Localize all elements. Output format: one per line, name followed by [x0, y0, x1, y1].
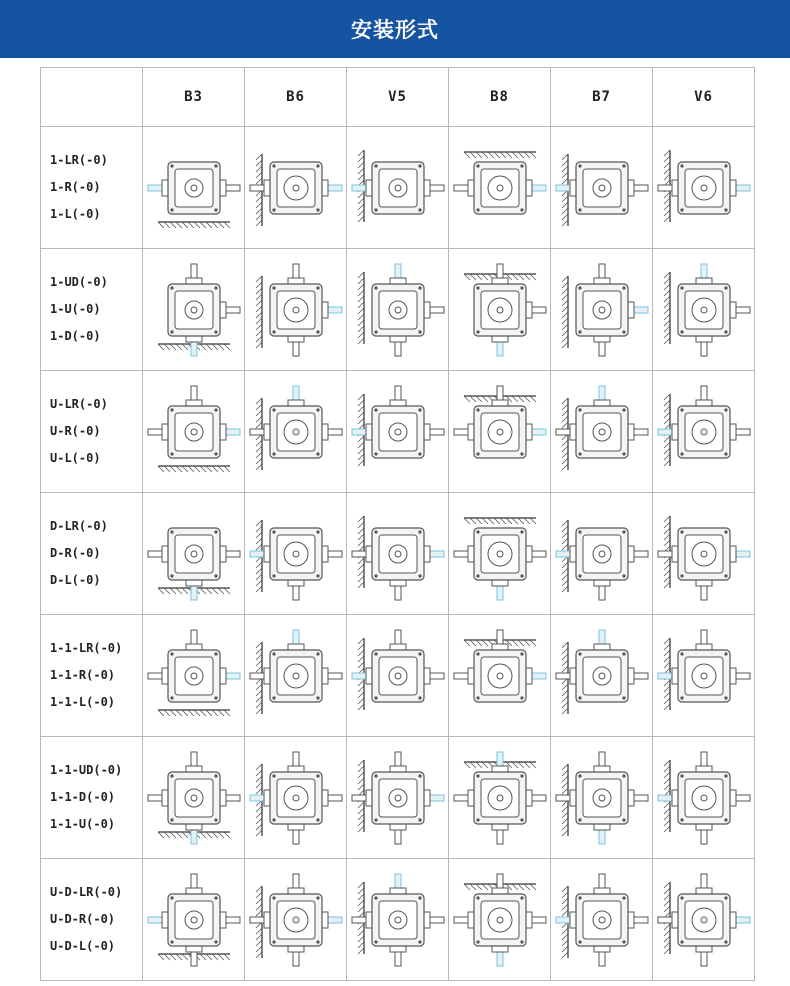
gearbox-drawing — [552, 496, 652, 612]
gearbox-drawing — [654, 496, 754, 612]
gearbox-drawing-cell — [245, 615, 347, 737]
gearbox-drawing-cell — [449, 493, 551, 615]
mounting-code: 1-L(-0) — [50, 207, 101, 221]
mounting-position-table — [40, 67, 755, 981]
mounting-code: U-D-L(-0) — [50, 939, 116, 953]
mounting-code: 1-U(-0) — [50, 302, 101, 316]
gearbox-drawing-cell — [551, 737, 653, 859]
mounting-code: D-LR(-0) — [50, 519, 108, 533]
gearbox-drawing-cell — [551, 615, 653, 737]
gearbox-drawing-cell — [653, 127, 755, 249]
mounting-code-cell — [41, 859, 143, 981]
gearbox-drawing-cell — [143, 493, 245, 615]
mounting-code-cell — [41, 493, 143, 615]
table-row — [41, 615, 755, 737]
mounting-code: 1-1-D(-0) — [50, 790, 116, 804]
gearbox-drawing — [348, 740, 448, 856]
gearbox-drawing-cell — [245, 371, 347, 493]
mounting-code: 1-UD(-0) — [50, 275, 108, 289]
table-row — [41, 737, 755, 859]
column-header-b6: B6 — [245, 68, 347, 127]
gearbox-drawing — [246, 740, 346, 856]
gearbox-drawing-cell — [551, 859, 653, 981]
gearbox-drawing-cell — [449, 615, 551, 737]
page-title: 安装形式 — [351, 18, 439, 42]
gearbox-drawing — [144, 252, 244, 368]
table-row — [41, 249, 755, 371]
gearbox-drawing — [144, 496, 244, 612]
gearbox-drawing — [144, 740, 244, 856]
mounting-code: 1-1-L(-0) — [50, 695, 116, 709]
gearbox-drawing-cell — [653, 493, 755, 615]
gearbox-drawing-cell — [551, 127, 653, 249]
gearbox-drawing-cell — [551, 493, 653, 615]
gearbox-drawing — [552, 374, 652, 490]
mounting-code: 1-1-R(-0) — [50, 668, 116, 682]
gearbox-drawing-cell — [449, 249, 551, 371]
gearbox-drawing-cell — [143, 615, 245, 737]
mounting-code: D-R(-0) — [50, 546, 101, 560]
gearbox-drawing — [552, 252, 652, 368]
gearbox-drawing-cell — [347, 859, 449, 981]
mounting-code-cell — [41, 371, 143, 493]
gearbox-drawing-cell — [653, 615, 755, 737]
gearbox-drawing-cell — [245, 493, 347, 615]
gearbox-drawing — [450, 862, 550, 978]
gearbox-drawing-cell — [143, 859, 245, 981]
gearbox-drawing-cell — [143, 737, 245, 859]
gearbox-drawing — [654, 618, 754, 734]
gearbox-drawing — [654, 130, 754, 246]
gearbox-drawing-cell — [245, 127, 347, 249]
gearbox-drawing — [246, 496, 346, 612]
mounting-code-cell — [41, 737, 143, 859]
gearbox-drawing — [552, 862, 652, 978]
gearbox-drawing — [450, 618, 550, 734]
gearbox-drawing — [348, 496, 448, 612]
column-header-v5: V5 — [347, 68, 449, 127]
gearbox-drawing-cell — [143, 371, 245, 493]
gearbox-drawing — [246, 374, 346, 490]
corner-cell — [41, 68, 143, 127]
gearbox-drawing-cell — [551, 249, 653, 371]
gearbox-drawing — [450, 496, 550, 612]
mounting-code: 1-1-U(-0) — [50, 817, 116, 831]
gearbox-drawing — [450, 374, 550, 490]
gearbox-drawing — [450, 740, 550, 856]
gearbox-drawing — [246, 130, 346, 246]
gearbox-drawing-cell — [143, 249, 245, 371]
gearbox-drawing — [348, 374, 448, 490]
gearbox-drawing-cell — [449, 859, 551, 981]
gearbox-drawing — [144, 862, 244, 978]
column-header-v6: V6 — [653, 68, 755, 127]
gearbox-drawing — [246, 862, 346, 978]
gearbox-drawing-cell — [449, 737, 551, 859]
gearbox-drawing-cell — [653, 737, 755, 859]
gearbox-drawing-cell — [143, 127, 245, 249]
gearbox-drawing — [654, 252, 754, 368]
gearbox-drawing — [450, 130, 550, 246]
gearbox-drawing-cell — [245, 249, 347, 371]
mounting-code: U-LR(-0) — [50, 397, 108, 411]
gearbox-drawing-cell — [653, 859, 755, 981]
gearbox-drawing-cell — [347, 493, 449, 615]
column-header-b7: B7 — [551, 68, 653, 127]
mounting-code: 1-D(-0) — [50, 329, 101, 343]
gearbox-drawing — [552, 618, 652, 734]
gearbox-drawing-cell — [551, 371, 653, 493]
gearbox-drawing-cell — [347, 371, 449, 493]
gearbox-drawing-cell — [347, 127, 449, 249]
mounting-code: 1-1-LR(-0) — [50, 641, 123, 655]
column-header-b3: B3 — [143, 68, 245, 127]
gearbox-drawing — [552, 740, 652, 856]
gearbox-drawing — [246, 252, 346, 368]
mounting-code: U-L(-0) — [50, 451, 101, 465]
mounting-code: 1-1-UD(-0) — [50, 763, 123, 777]
table-row — [41, 493, 755, 615]
title-banner — [0, 0, 790, 58]
gearbox-drawing — [654, 740, 754, 856]
gearbox-drawing — [348, 252, 448, 368]
gearbox-drawing-cell — [449, 371, 551, 493]
gearbox-drawing-cell — [653, 249, 755, 371]
mounting-code: U-R(-0) — [50, 424, 101, 438]
gearbox-drawing — [144, 618, 244, 734]
gearbox-drawing — [348, 618, 448, 734]
table-row — [41, 127, 755, 249]
gearbox-drawing — [144, 374, 244, 490]
gearbox-drawing-cell — [653, 371, 755, 493]
gearbox-drawing-cell — [347, 615, 449, 737]
gearbox-drawing — [246, 618, 346, 734]
gearbox-drawing — [450, 252, 550, 368]
mounting-code: D-L(-0) — [50, 573, 101, 587]
gearbox-drawing — [654, 374, 754, 490]
mounting-code-cell — [41, 127, 143, 249]
gearbox-drawing-cell — [347, 737, 449, 859]
mounting-code-cell — [41, 249, 143, 371]
gearbox-drawing-cell — [347, 249, 449, 371]
gearbox-drawing — [348, 862, 448, 978]
mounting-code: U-D-R(-0) — [50, 912, 116, 926]
gearbox-drawing — [144, 130, 244, 246]
gearbox-drawing — [552, 130, 652, 246]
mounting-code: U-D-LR(-0) — [50, 885, 123, 899]
column-header-b8: B8 — [449, 68, 551, 127]
table-header-row — [41, 68, 755, 127]
mounting-code: 1-R(-0) — [50, 180, 101, 194]
gearbox-drawing-cell — [449, 127, 551, 249]
table-row — [41, 859, 755, 981]
mounting-code-cell — [41, 615, 143, 737]
gearbox-drawing-cell — [245, 737, 347, 859]
gearbox-drawing — [654, 862, 754, 978]
mounting-code: 1-LR(-0) — [50, 153, 108, 167]
table-row — [41, 371, 755, 493]
gearbox-drawing-cell — [245, 859, 347, 981]
gearbox-drawing — [348, 130, 448, 246]
